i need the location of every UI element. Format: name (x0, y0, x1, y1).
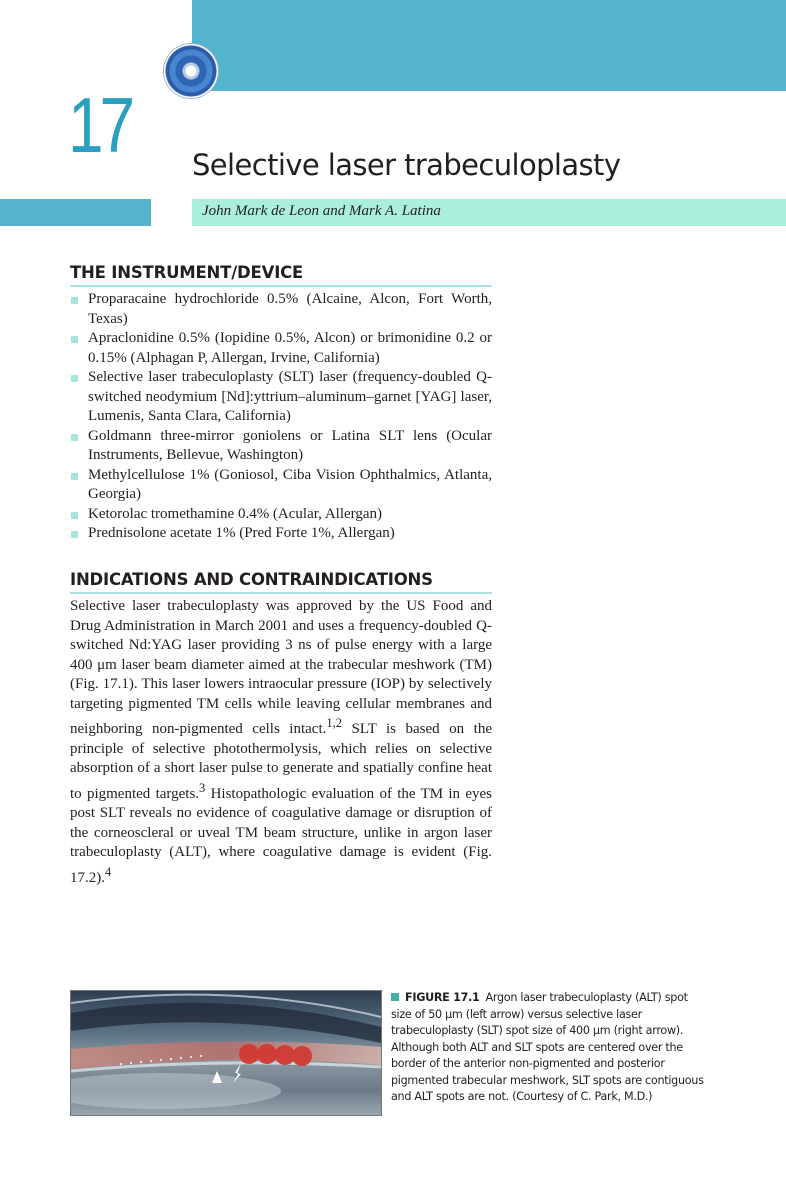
figure-label: FIGURE 17.1 (405, 991, 480, 1004)
author-band (192, 199, 786, 226)
list-item: Selective laser trabeculoplasty (SLT) laser (frequency-doubled Q-switched neodymium [Nd]:yttrium–aluminum–garnet [YAG] laser, Lumenis, Santa Clara, California) (70, 368, 492, 427)
list-item: Apraclonidine 0.5% (Iopidine 0.5%, Alcon) or brimonidine 0.2 or 0.15% (Alphagan P, Allergan, Irvine, California) (70, 329, 492, 368)
indications-section (70, 570, 492, 888)
cd-disc-icon (164, 44, 218, 98)
list-item: Ketorolac tromethamine 0.4% (Acular, Allergan) (70, 505, 492, 525)
section-heading: INDICATIONS AND CONTRAINDICATIONS (70, 570, 433, 589)
figure-image (70, 990, 382, 1116)
heading-rule (70, 285, 492, 287)
gonioscopy-photo (71, 991, 381, 1115)
square-bullet-icon (71, 531, 78, 538)
header-band (192, 0, 786, 91)
square-bullet-icon (71, 512, 78, 519)
body-paragraph: Selective laser trabeculoplasty was approved by the US Food and Drug Administration in March 2001 and uses a frequency-doubled Q-switched Nd:YAG laser providing 3 ns of pulse energy with a large 400 μm laser beam diameter aimed at the trabecular meshwork (TM) (Fig. 17.1). This laser lowers intraocular pressure (IOP) by selectively targeting pigmented TM cells while leaving cellular membranes and neighboring non-pigmented cells intact.$^{1,2}$ SLT is based on the principle of selective photothermolysis, which relies on selective absorption of a short laser pulse to generate and spatially confine heat to pigmented targets.$^3$ Histopathologic evaluation of the TM in eyes post SLT reveals no evidence of coagulative damage or disruption of the corneoscleral or uveal TM beam structure, unlike in argon laser trabeculoplasty (ALT), where coagulative damage is evident (Fig. 17.2).$^4$ (70, 598, 492, 886)
list-item: Proparacaine hydrochloride 0.5% (Alcaine, Alcon, Fort Worth, Texas) (70, 290, 492, 329)
square-bullet-icon (71, 336, 78, 343)
list-item: Methylcellulose 1% (Goniosol, Ciba Vision Ophthalmics, Atlanta, Georgia) (70, 466, 492, 505)
heading-rule (70, 592, 492, 594)
square-bullet-icon (71, 375, 78, 382)
reference-superscript: 1,2 (326, 716, 342, 730)
chapter-title: Selective laser trabeculoplasty (192, 148, 621, 182)
list-item: Goldmann three-mirror goniolens or Latina SLT lens (Ocular Instruments, Bellevue, Washington) (70, 427, 492, 466)
square-bullet-icon (391, 993, 399, 1001)
square-bullet-icon (71, 434, 78, 441)
square-bullet-icon (71, 473, 78, 480)
list-item: Prednisolone acetate 1% (Pred Forte 1%, Allergan) (70, 524, 492, 544)
square-bullet-icon (71, 297, 78, 304)
instrument-section (70, 263, 492, 544)
reference-superscript: 4 (105, 864, 112, 879)
chapter-number: 17 (68, 81, 131, 169)
caption-text: Argon laser trabeculoplasty (ALT) spot size of 50 μm (left arrow) versus selective laser trabeculoplasty (SLT) spot size of 400 μm (right arrow). Although both ALT and SLT spots are centered over the border of the anterior non-pigmented and posterior pigmented trabecular meshwork, SLT spots are contiguous and ALT spots are not. (Courtesy of C. Park, M.D.) (391, 991, 704, 1103)
figure-caption (391, 990, 711, 1106)
instrument-list (70, 290, 492, 544)
section-heading: THE INSTRUMENT/DEVICE (70, 263, 304, 282)
left-accent-bar (0, 199, 151, 226)
chapter-authors: John Mark de Leon and Mark A. Latina (202, 203, 441, 219)
reference-superscript: 3 (199, 780, 206, 795)
